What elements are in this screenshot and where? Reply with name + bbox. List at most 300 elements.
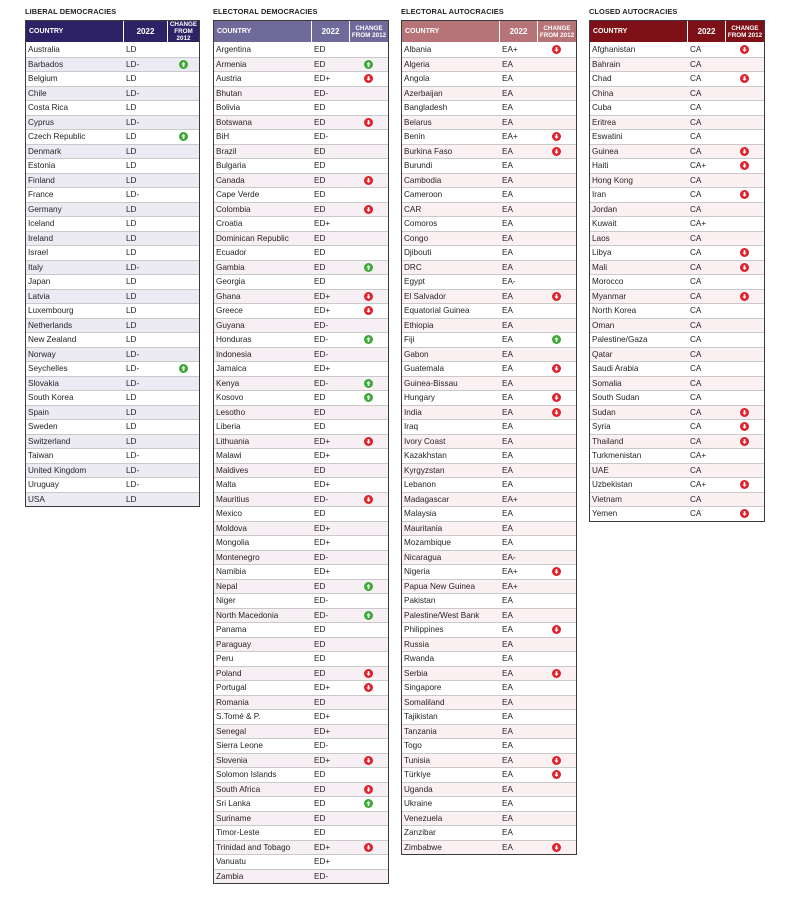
table-row — [590, 129, 764, 144]
country-cell: Somaliland — [404, 697, 445, 707]
change-cell — [725, 232, 764, 246]
category-cell: CA — [690, 277, 702, 287]
category-cell: ED — [314, 784, 326, 794]
change-cell — [725, 188, 764, 202]
table-row — [590, 187, 764, 202]
table-row — [214, 550, 388, 565]
column-header-year: 2022 — [499, 21, 537, 42]
category-cell: EA — [502, 248, 513, 258]
change-cell — [167, 362, 199, 376]
country-cell: Guinea-Bissau — [404, 378, 458, 388]
change-cell — [725, 203, 764, 217]
table-row — [214, 840, 388, 855]
country-cell: Barbados — [28, 59, 64, 69]
country-cell: Australia — [28, 44, 60, 54]
country-cell: Austria — [216, 74, 242, 84]
country-cell: Burundi — [404, 161, 433, 171]
arrow-up-circle-icon — [179, 364, 188, 373]
category-cell: EA — [502, 639, 513, 649]
electoral-democracies-table — [213, 20, 389, 884]
arrow-down-circle-icon — [552, 669, 561, 678]
change-cell — [349, 304, 388, 318]
column-header-year: 2022 — [311, 21, 349, 42]
table-row — [26, 361, 199, 376]
change-cell — [537, 203, 576, 217]
table-row — [402, 245, 576, 260]
change-cell — [167, 101, 199, 115]
country-cell: Iceland — [28, 219, 55, 229]
arrow-down-circle-icon — [364, 205, 373, 214]
country-cell: Malawi — [216, 451, 242, 461]
table-row — [402, 216, 576, 231]
table-row — [402, 376, 576, 391]
country-cell: Russia — [404, 639, 430, 649]
change-cell — [349, 580, 388, 594]
change-cell — [349, 841, 388, 855]
category-cell: LD- — [126, 117, 140, 127]
table-row — [214, 376, 388, 391]
country-cell: Bhutan — [216, 88, 242, 98]
change-cell — [537, 783, 576, 797]
country-cell: Ecuador — [216, 248, 247, 258]
arrow-down-circle-icon — [364, 176, 373, 185]
category-cell: ED — [314, 668, 326, 678]
change-header-line1: CHANGE — [355, 24, 383, 32]
arrow-up-circle-icon — [364, 60, 373, 69]
country-cell: Sri Lanka — [216, 799, 251, 809]
change-cell — [349, 449, 388, 463]
country-cell: Somalia — [592, 378, 622, 388]
change-cell — [349, 275, 388, 289]
change-cell — [167, 493, 199, 507]
category-cell: EA — [502, 451, 513, 461]
country-cell: Timor-Leste — [216, 828, 260, 838]
table-row — [590, 57, 764, 72]
country-cell: Libya — [592, 248, 612, 258]
table-row — [590, 274, 764, 289]
category-cell: CA — [690, 509, 702, 519]
country-cell: Serbia — [404, 668, 428, 678]
table-row — [402, 492, 576, 507]
change-cell — [725, 130, 764, 144]
table-row — [214, 86, 388, 101]
category-cell: ED+ — [314, 726, 331, 736]
table-row — [26, 129, 199, 144]
country-cell: Honduras — [216, 335, 252, 345]
table-row — [402, 666, 576, 681]
category-cell: CA+ — [690, 480, 707, 490]
category-cell: ED+ — [314, 306, 331, 316]
category-cell: CA — [690, 204, 702, 214]
arrow-up-circle-icon — [364, 611, 373, 620]
country-cell: Trinidad and Tobago — [216, 842, 291, 852]
country-cell: Angola — [404, 74, 430, 84]
table-row — [26, 376, 199, 391]
change-cell — [349, 725, 388, 739]
category-cell: LD — [126, 407, 137, 417]
table-row — [26, 347, 199, 362]
category-cell: LD — [126, 320, 137, 330]
change-cell — [349, 319, 388, 333]
change-cell — [725, 362, 764, 376]
country-cell: Japan — [28, 277, 51, 287]
change-cell — [167, 478, 199, 492]
table-row — [590, 71, 764, 86]
change-cell — [349, 464, 388, 478]
country-cell: Fiji — [404, 335, 415, 345]
category-cell: CA — [690, 88, 702, 98]
country-cell: Saudi Arabia — [592, 364, 639, 374]
category-cell: EA — [502, 668, 513, 678]
table-row — [590, 332, 764, 347]
change-cell — [537, 449, 576, 463]
table-body — [26, 42, 199, 506]
arrow-down-circle-icon — [740, 422, 749, 431]
table-row — [590, 376, 764, 391]
change-cell — [349, 87, 388, 101]
change-cell — [725, 507, 764, 521]
change-cell — [725, 304, 764, 318]
arrow-down-circle-icon — [364, 495, 373, 504]
change-cell — [537, 667, 576, 681]
table-row — [402, 42, 576, 57]
category-cell: ED — [314, 117, 326, 127]
category-cell: ED — [314, 190, 326, 200]
table-row — [214, 419, 388, 434]
category-cell: LD — [126, 204, 137, 214]
category-cell: CA — [690, 248, 702, 258]
table-row — [214, 492, 388, 507]
category-cell: ED- — [314, 349, 329, 359]
change-cell — [349, 290, 388, 304]
change-cell — [537, 246, 576, 260]
category-cell: EA — [502, 378, 513, 388]
table-row — [402, 579, 576, 594]
category-cell: ED- — [314, 610, 329, 620]
category-cell: EA — [502, 190, 513, 200]
category-cell: EA — [502, 509, 513, 519]
table-row — [214, 593, 388, 608]
change-cell — [537, 87, 576, 101]
arrow-down-circle-icon — [740, 147, 749, 156]
country-cell: USA — [28, 494, 45, 504]
country-cell: Germany — [28, 204, 62, 214]
category-cell: EA — [502, 625, 513, 635]
country-cell: Lesotho — [216, 407, 246, 417]
category-cell: LD- — [126, 59, 140, 69]
change-cell — [167, 72, 199, 86]
column-header-country: COUNTRY — [217, 28, 252, 35]
country-cell: Estonia — [28, 161, 56, 171]
table-row — [26, 42, 199, 57]
category-cell: LD- — [126, 349, 140, 359]
category-cell: ED- — [314, 320, 329, 330]
arrow-down-circle-icon — [552, 843, 561, 852]
arrow-down-circle-icon — [740, 408, 749, 417]
country-cell: Maldives — [216, 465, 249, 475]
change-cell — [537, 333, 576, 347]
change-cell — [167, 217, 199, 231]
category-cell: ED+ — [314, 857, 331, 867]
change-cell — [537, 812, 576, 826]
table-row — [402, 173, 576, 188]
arrow-down-circle-icon — [552, 770, 561, 779]
category-cell: EA+ — [502, 44, 518, 54]
category-cell: EA+ — [502, 132, 518, 142]
change-cell — [349, 406, 388, 420]
table-row — [214, 115, 388, 130]
table-row — [402, 593, 576, 608]
table-row — [214, 753, 388, 768]
country-cell: Oman — [592, 320, 615, 330]
category-cell: CA — [690, 291, 702, 301]
category-cell: ED — [314, 233, 326, 243]
country-cell: Kuwait — [592, 219, 617, 229]
table-row — [590, 318, 764, 333]
table-row — [26, 115, 199, 130]
country-cell: Chile — [28, 88, 47, 98]
table-row — [402, 840, 576, 855]
table-row — [214, 637, 388, 652]
arrow-up-circle-icon — [179, 132, 188, 141]
category-cell: EA — [502, 697, 513, 707]
change-cell — [167, 188, 199, 202]
category-cell: CA — [690, 436, 702, 446]
change-cell — [349, 623, 388, 637]
country-cell: Croatia — [216, 219, 243, 229]
category-cell: ED — [314, 262, 326, 272]
country-cell: Syria — [592, 422, 611, 432]
table-row — [26, 332, 199, 347]
change-cell — [725, 464, 764, 478]
table-row — [214, 448, 388, 463]
category-cell: ED — [314, 204, 326, 214]
country-cell: Ethiopia — [404, 320, 434, 330]
table-row — [214, 173, 388, 188]
country-cell: Portugal — [216, 683, 247, 693]
table-row — [402, 825, 576, 840]
country-cell: Hong Kong — [592, 175, 633, 185]
category-cell: LD- — [126, 465, 140, 475]
arrow-up-circle-icon — [179, 60, 188, 69]
change-cell — [537, 406, 576, 420]
table-row — [590, 202, 764, 217]
country-cell: Botswana — [216, 117, 252, 127]
table-row — [402, 695, 576, 710]
change-cell — [537, 478, 576, 492]
change-cell — [537, 522, 576, 536]
category-cell: ED — [314, 581, 326, 591]
change-cell — [725, 42, 764, 57]
change-cell — [537, 580, 576, 594]
table-row — [402, 187, 576, 202]
category-cell: ED- — [314, 494, 329, 504]
country-cell: Cyprus — [28, 117, 54, 127]
table-row — [590, 289, 764, 304]
country-cell: Gambia — [216, 262, 245, 272]
change-cell — [349, 420, 388, 434]
change-cell — [167, 246, 199, 260]
category-cell: LD — [126, 248, 137, 258]
category-cell: EA — [502, 741, 513, 751]
country-cell: Vietnam — [592, 494, 622, 504]
table-row — [26, 144, 199, 159]
table-row — [214, 347, 388, 362]
change-cell — [725, 391, 764, 405]
country-cell: UAE — [592, 465, 609, 475]
table-row — [214, 202, 388, 217]
table-row — [402, 318, 576, 333]
category-cell: EA — [502, 335, 513, 345]
change-cell — [349, 42, 388, 57]
change-cell — [725, 261, 764, 275]
change-cell — [349, 72, 388, 86]
country-cell: Kyrgyzstan — [404, 465, 445, 475]
arrow-down-circle-icon — [552, 756, 561, 765]
table-row — [402, 289, 576, 304]
change-cell — [537, 551, 576, 565]
table-row — [214, 405, 388, 420]
country-cell: North Korea — [592, 306, 637, 316]
table-row — [590, 463, 764, 478]
country-cell: Afghanistan — [592, 44, 636, 54]
table-row — [402, 202, 576, 217]
country-cell: Finland — [28, 175, 55, 185]
change-cell — [349, 145, 388, 159]
table-row — [214, 260, 388, 275]
category-cell: ED — [314, 697, 326, 707]
category-cell: EA — [502, 393, 513, 403]
change-cell — [725, 174, 764, 188]
arrow-down-circle-icon — [364, 669, 373, 678]
table-row — [214, 231, 388, 246]
country-cell: Bulgaria — [216, 161, 247, 171]
change-cell — [167, 319, 199, 333]
country-cell: South Sudan — [592, 393, 640, 403]
arrow-down-circle-icon — [364, 437, 373, 446]
change-cell — [349, 435, 388, 449]
change-cell — [167, 333, 199, 347]
category-cell: ED+ — [314, 842, 331, 852]
category-cell: ED+ — [314, 451, 331, 461]
table-row — [214, 782, 388, 797]
table-row — [214, 506, 388, 521]
change-cell — [167, 203, 199, 217]
country-cell: Vanuatu — [216, 857, 246, 867]
table-row — [26, 71, 199, 86]
country-cell: Palestine/Gaza — [592, 335, 648, 345]
country-cell: Slovakia — [28, 378, 59, 388]
table-body — [590, 42, 764, 521]
category-cell: LD- — [126, 378, 140, 388]
table-row — [26, 202, 199, 217]
table-row — [590, 173, 764, 188]
table-row — [402, 753, 576, 768]
category-cell: LD- — [126, 262, 140, 272]
change-header-line2: FROM 2012 — [351, 31, 387, 39]
table-row — [590, 347, 764, 362]
country-cell: Equatorial Guinea — [404, 306, 470, 316]
arrow-down-circle-icon — [740, 292, 749, 301]
change-cell — [349, 116, 388, 130]
table-row — [402, 521, 576, 536]
category-cell: ED+ — [314, 567, 331, 577]
category-cell: CA — [690, 422, 702, 432]
table-row — [26, 303, 199, 318]
change-cell — [349, 333, 388, 347]
arrow-down-circle-icon — [552, 132, 561, 141]
country-cell: Norway — [28, 349, 56, 359]
change-cell — [537, 797, 576, 811]
country-cell: Albania — [404, 44, 432, 54]
arrow-down-circle-icon — [740, 509, 749, 518]
arrow-down-circle-icon — [552, 408, 561, 417]
country-cell: Zimbabwe — [404, 842, 442, 852]
change-cell — [349, 783, 388, 797]
category-cell: ED — [314, 813, 326, 823]
table-row — [590, 86, 764, 101]
country-cell: Mali — [592, 262, 608, 272]
change-cell — [349, 58, 388, 72]
change-cell — [725, 333, 764, 347]
arrow-down-circle-icon — [552, 567, 561, 576]
change-cell — [349, 232, 388, 246]
table-row — [590, 448, 764, 463]
table-row — [214, 608, 388, 623]
change-cell — [725, 478, 764, 492]
arrow-down-circle-icon — [740, 161, 749, 170]
table-row — [26, 434, 199, 449]
change-cell — [349, 261, 388, 275]
table-row — [402, 332, 576, 347]
country-cell: Paraguay — [216, 639, 252, 649]
category-cell: ED- — [314, 871, 329, 881]
category-cell: ED+ — [314, 291, 331, 301]
country-cell: Slovenia — [216, 755, 248, 765]
country-cell: Comoros — [404, 219, 438, 229]
category-cell: EA — [502, 422, 513, 432]
table-row — [214, 564, 388, 579]
table-row — [402, 361, 576, 376]
category-cell: EA — [502, 117, 513, 127]
arrow-down-circle-icon — [552, 45, 561, 54]
change-cell — [349, 768, 388, 782]
arrow-down-circle-icon — [552, 147, 561, 156]
table-row — [402, 709, 576, 724]
table-row — [214, 361, 388, 376]
category-cell: LD — [126, 175, 137, 185]
category-cell: LD — [126, 44, 137, 54]
change-cell — [537, 58, 576, 72]
country-cell: Cambodia — [404, 175, 442, 185]
country-cell: Djibouti — [404, 248, 432, 258]
category-cell: ED — [314, 639, 326, 649]
table-row — [402, 144, 576, 159]
category-cell: ED — [314, 393, 326, 403]
category-cell: ED+ — [314, 364, 331, 374]
change-cell — [537, 101, 576, 115]
category-cell: EA — [502, 204, 513, 214]
change-cell — [537, 116, 576, 130]
table-row — [590, 506, 764, 521]
country-cell: Ukraine — [404, 799, 433, 809]
change-cell — [349, 536, 388, 550]
category-cell: LD- — [126, 190, 140, 200]
country-cell: Zanzibar — [404, 828, 436, 838]
table-row — [214, 245, 388, 260]
category-cell: LD — [126, 291, 137, 301]
arrow-down-circle-icon — [364, 756, 373, 765]
